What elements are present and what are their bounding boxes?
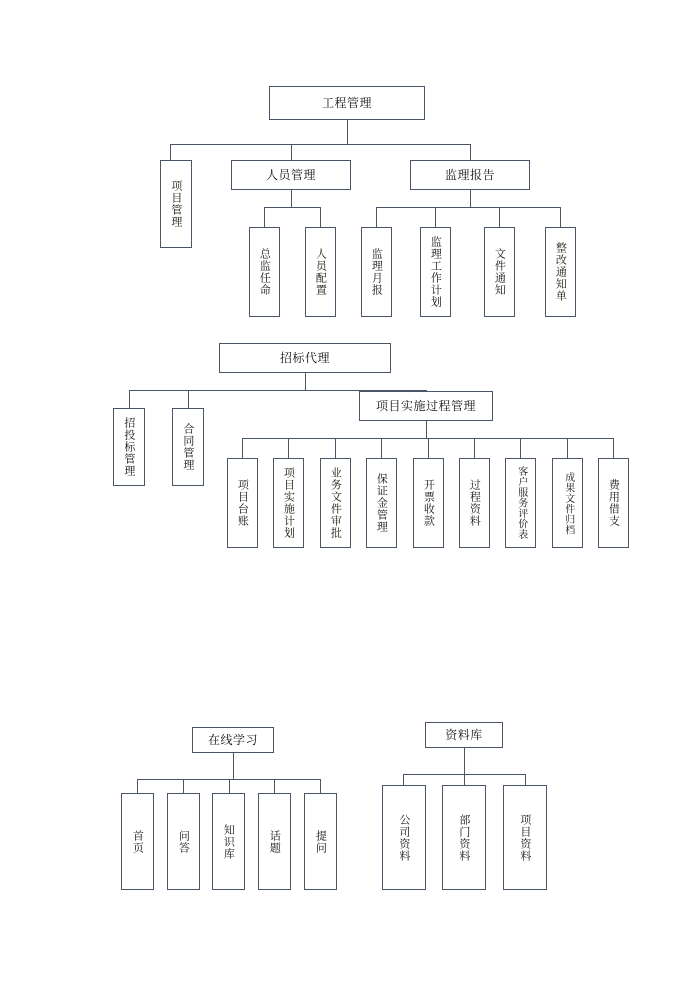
connector-learning-drop-4 xyxy=(274,779,275,793)
connector-personnel-drop-2 xyxy=(320,207,321,227)
node-process-data[interactable]: 过程资料 xyxy=(459,458,490,548)
connector-process-drop-7 xyxy=(520,438,521,458)
node-deposit-mgmt[interactable]: 保证金管理 xyxy=(366,458,397,548)
connector-personnel-drop-1 xyxy=(264,207,265,227)
connector-eng-trunk xyxy=(347,120,348,144)
connector-process-drop-2 xyxy=(288,438,289,458)
connector-learning-drop-5 xyxy=(320,779,321,793)
node-contract-mgmt[interactable]: 合同管理 xyxy=(172,408,204,486)
node-dept-data[interactable]: 部门资料 xyxy=(442,785,486,890)
connector-personnel-bus xyxy=(264,207,320,208)
node-home[interactable]: 首页 xyxy=(121,793,154,890)
node-impl-plan[interactable]: 项目实施计划 xyxy=(273,458,304,548)
node-company-data[interactable]: 公司资料 xyxy=(382,785,426,890)
node-doc-notice[interactable]: 文件通知 xyxy=(484,227,515,317)
node-engineering-mgmt[interactable]: 工程管理 xyxy=(269,86,425,120)
connector-learning-drop-3 xyxy=(229,779,230,793)
connector-learning-drop-2 xyxy=(183,779,184,793)
connector-process-drop-5 xyxy=(428,438,429,458)
node-project-data[interactable]: 项目资料 xyxy=(503,785,547,890)
node-supervision-report[interactable]: 监理报告 xyxy=(410,160,530,190)
node-project-ledger[interactable]: 项目台账 xyxy=(227,458,258,548)
connector-repo-drop-3 xyxy=(525,774,526,785)
node-biz-doc-approval[interactable]: 业务文件审批 xyxy=(320,458,351,548)
node-result-archive[interactable]: 成果文件归档 xyxy=(552,458,583,548)
connector-supervision-drop-4 xyxy=(560,207,561,227)
node-knowledge-base[interactable]: 知识库 xyxy=(212,793,245,890)
connector-supervision-drop-2 xyxy=(435,207,436,227)
connector-repo-trunk xyxy=(464,748,465,774)
connector-eng-drop-2 xyxy=(291,144,292,160)
node-rectify-notice[interactable]: 整改通知单 xyxy=(545,227,576,317)
node-personnel-config[interactable]: 人员配置 xyxy=(305,227,336,317)
node-personnel-mgmt[interactable]: 人员管理 xyxy=(231,160,351,190)
node-bidding-agency[interactable]: 招标代理 xyxy=(219,343,391,373)
connector-eng-drop-3 xyxy=(470,144,471,160)
connector-eng-drop-1 xyxy=(170,144,171,160)
node-process-mgmt[interactable]: 项目实施过程管理 xyxy=(359,391,493,421)
node-ask[interactable]: 提问 xyxy=(304,793,337,890)
node-topic[interactable]: 话题 xyxy=(258,793,291,890)
connector-supervision-drop-1 xyxy=(376,207,377,227)
connector-supervision-trunk xyxy=(470,190,471,207)
connector-repo-drop-1 xyxy=(403,774,404,785)
connector-bid-trunk xyxy=(305,373,306,390)
node-project-mgmt[interactable]: 项目管理 xyxy=(160,160,192,248)
node-monthly-report[interactable]: 监理月报 xyxy=(361,227,392,317)
node-expense-loan[interactable]: 费用借支 xyxy=(598,458,629,548)
connector-process-drop-8 xyxy=(567,438,568,458)
connector-bid-drop-1 xyxy=(129,390,130,408)
node-chief-appointment[interactable]: 总监任命 xyxy=(249,227,280,317)
connector-process-drop-6 xyxy=(474,438,475,458)
node-invoice-receipt[interactable]: 开票收款 xyxy=(413,458,444,548)
connector-process-drop-1 xyxy=(242,438,243,458)
connector-learning-drop-1 xyxy=(137,779,138,793)
connector-eng-bus xyxy=(170,144,470,145)
connector-personnel-trunk xyxy=(291,190,292,207)
connector-supervision-bus xyxy=(376,207,560,208)
node-bid-mgmt[interactable]: 招投标管理 xyxy=(113,408,145,486)
connector-process-drop-4 xyxy=(381,438,382,458)
connector-process-drop-3 xyxy=(335,438,336,458)
connector-process-drop-9 xyxy=(613,438,614,458)
connector-process-trunk xyxy=(426,421,427,438)
connector-learning-trunk xyxy=(233,753,234,779)
node-data-repository[interactable]: 资料库 xyxy=(425,722,503,748)
connector-bid-drop-2 xyxy=(188,390,189,408)
node-work-plan[interactable]: 监理工作计划 xyxy=(420,227,451,317)
node-customer-eval[interactable]: 客户服务评价表 xyxy=(505,458,536,548)
connector-repo-drop-2 xyxy=(464,774,465,785)
node-online-learning[interactable]: 在线学习 xyxy=(192,727,274,753)
node-qa[interactable]: 问答 xyxy=(167,793,200,890)
connector-supervision-drop-3 xyxy=(499,207,500,227)
